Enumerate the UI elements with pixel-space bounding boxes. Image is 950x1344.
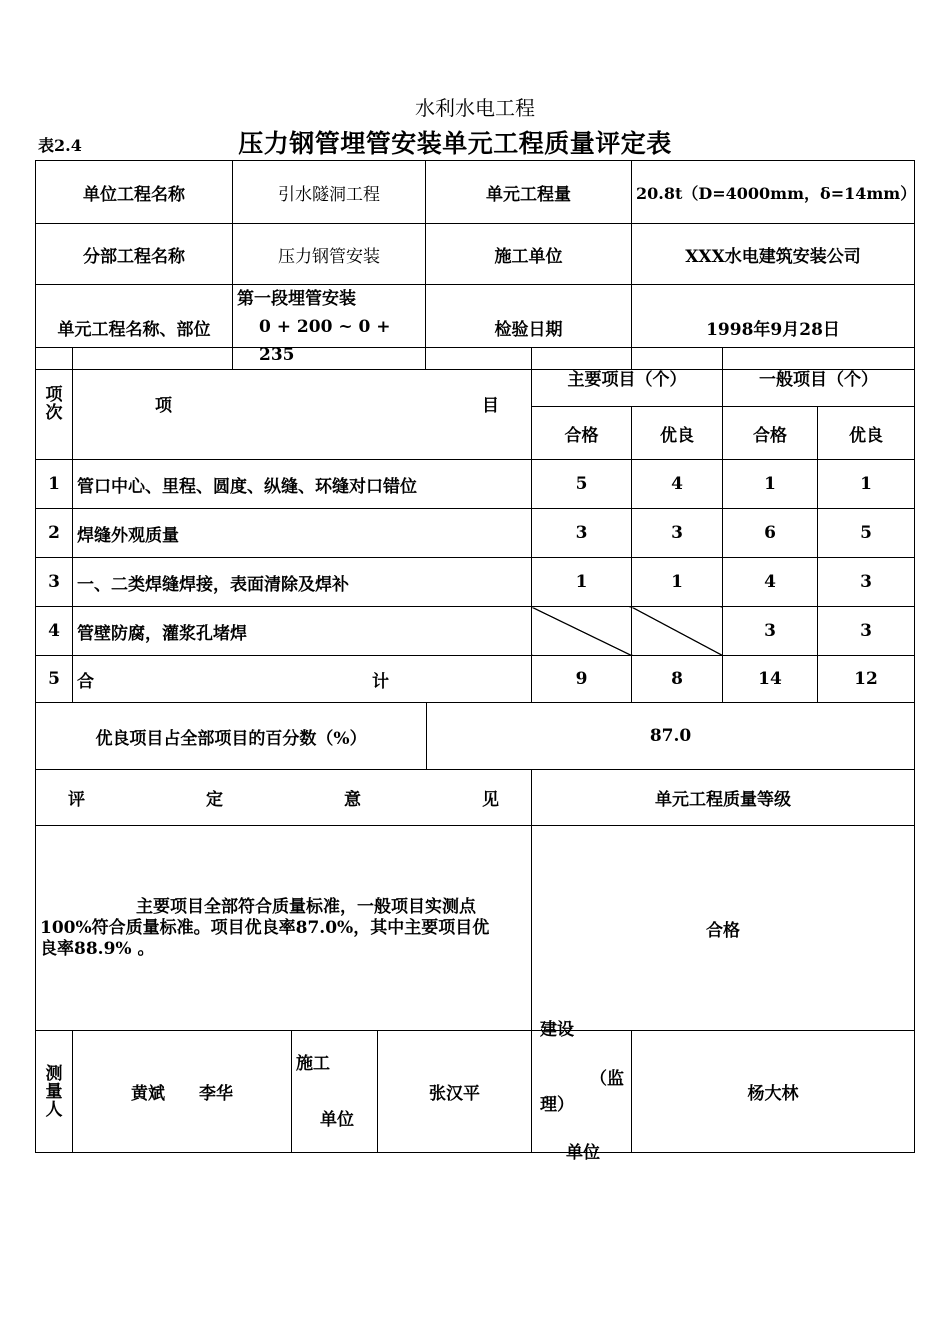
total-general-qualified: 14 [723,656,818,703]
row-number: 4 [36,607,73,656]
opinion-char: 定 [206,790,223,810]
total-row-number: 5 [36,656,73,703]
row-general-qualified: 3 [723,607,818,656]
col-index-header [36,348,73,460]
supervisor-label-line: 单位 [566,1143,601,1163]
supervisor-unit-label [532,1020,632,1163]
element-name-line1: 第一段埋管安装 [237,289,356,309]
row-main-qualified-na-slash [532,607,632,656]
element-quantity-value: 20.8t（D=4000mm，δ=14mm） [632,161,915,224]
document-title: 压力钢管埋管安装单元工程质量评定表 [238,129,672,158]
main-qualified-header: 合格 [532,407,632,460]
quality-grade-value: 合格 [532,826,915,1031]
construction-unit-label [292,1031,378,1153]
opinion-line: 良率88.9% 。 [40,938,155,959]
opinion-char: 见 [482,790,499,810]
element-name-line2: 0 + 200 ~ 0 + 235 [259,317,391,365]
row-main-qualified: 3 [532,509,632,558]
opinion-line: 主要项目全部符合质量标准，一般项目实测点 [136,896,476,917]
assessment-opinion-header [36,770,532,826]
division-value: 压力钢管安装 [233,224,426,285]
unit-project-value: 引水隧洞工程 [233,161,426,224]
contractor-value: XXX水电建筑安装公司 [632,224,915,285]
row-general-qualified: 4 [723,558,818,607]
main-items-group-header: 主要项目（个） [532,348,723,407]
table-row [36,558,915,607]
row-item-name: 一、二类焊缝焊接，表面清除及焊补 [73,558,532,607]
row-general-qualified: 1 [723,460,818,509]
row-main-qualified: 5 [532,460,632,509]
assessment-table [35,702,915,1163]
row-main-excellent-na-slash [632,607,723,656]
table-number-label: 表2.4 [38,136,82,155]
surveyor-label-cell [36,1031,73,1153]
col-item-header [73,348,532,460]
contractor-label: 施工单位 [426,224,632,285]
document-supertitle: 水利水电工程 [415,96,535,120]
general-qualified-header: 合格 [723,407,818,460]
supervisor-label-line: 理） [540,1094,575,1115]
row-item-name: 管口中心、里程、圆度、纵缝、环缝对口错位 [73,460,532,509]
project-info-table [35,160,915,370]
row-item-name: 焊缝外观质量 [73,509,532,558]
total-general-excellent: 12 [818,656,915,703]
col-item-left: 项 [155,396,172,416]
general-items-group-header: 一般项目（个） [723,348,915,407]
row-main-excellent: 1 [632,558,723,607]
supervisor-label-line: （监 [590,1068,625,1089]
opinion-char: 评 [68,790,85,810]
col-item-right: 目 [482,396,499,416]
opinion-char: 意 [344,790,361,810]
division-label: 分部工程名称 [36,224,233,285]
excellent-percent-value: 87.0 [427,703,915,770]
quality-grade-header: 单元工程质量等级 [532,770,915,826]
row-general-excellent: 3 [818,558,915,607]
row-general-excellent: 5 [818,509,915,558]
row-main-qualified: 1 [532,558,632,607]
table-row [36,509,915,558]
construction-label-line: 施工 [296,1053,330,1074]
assessment-opinion-text [36,826,532,1031]
construction-label-line: 单位 [320,1109,354,1130]
row-main-excellent: 3 [632,509,723,558]
total-row-label [73,656,532,703]
col-index-label: 项次 [45,384,63,423]
general-excellent-header: 优良 [818,407,915,460]
table-row [36,607,915,656]
row-number: 2 [36,509,73,558]
inspection-date-value: 1998年9月28日 [632,285,915,370]
construction-representative: 张汉平 [378,1031,532,1153]
row-main-excellent: 4 [632,460,723,509]
row-general-qualified: 6 [723,509,818,558]
table-row [36,460,915,509]
inspection-date-label: 检验日期 [426,285,632,370]
unit-project-label: 单位工程名称 [36,161,233,224]
row-general-excellent: 1 [818,460,915,509]
total-label-right: 计 [372,671,389,692]
total-row [36,656,915,703]
supervisor-representative: 杨大林 [632,1031,915,1153]
row-number: 1 [36,460,73,509]
main-excellent-header: 优良 [632,407,723,460]
row-item-name: 管壁防腐，灌浆孔堵焊 [73,607,532,656]
surveyor-label: 测量人 [45,1063,63,1120]
opinion-line: 100%符合质量标准。项目优良率87.0%，其中主要项目优 [40,917,490,938]
row-general-excellent: 3 [818,607,915,656]
total-label-left: 合 [77,671,94,692]
items-table [35,347,915,703]
element-name-label: 单元工程名称、部位 [36,285,233,370]
excellent-percent-label: 优良项目占全部项目的百分数（%） [36,703,427,770]
total-main-qualified: 9 [532,656,632,703]
supervisor-label-line: 建设 [540,1020,575,1040]
total-main-excellent: 8 [632,656,723,703]
surveyor-names: 黄斌 李华 [73,1031,292,1153]
row-number: 3 [36,558,73,607]
element-quantity-label: 单元工程量 [426,161,632,224]
